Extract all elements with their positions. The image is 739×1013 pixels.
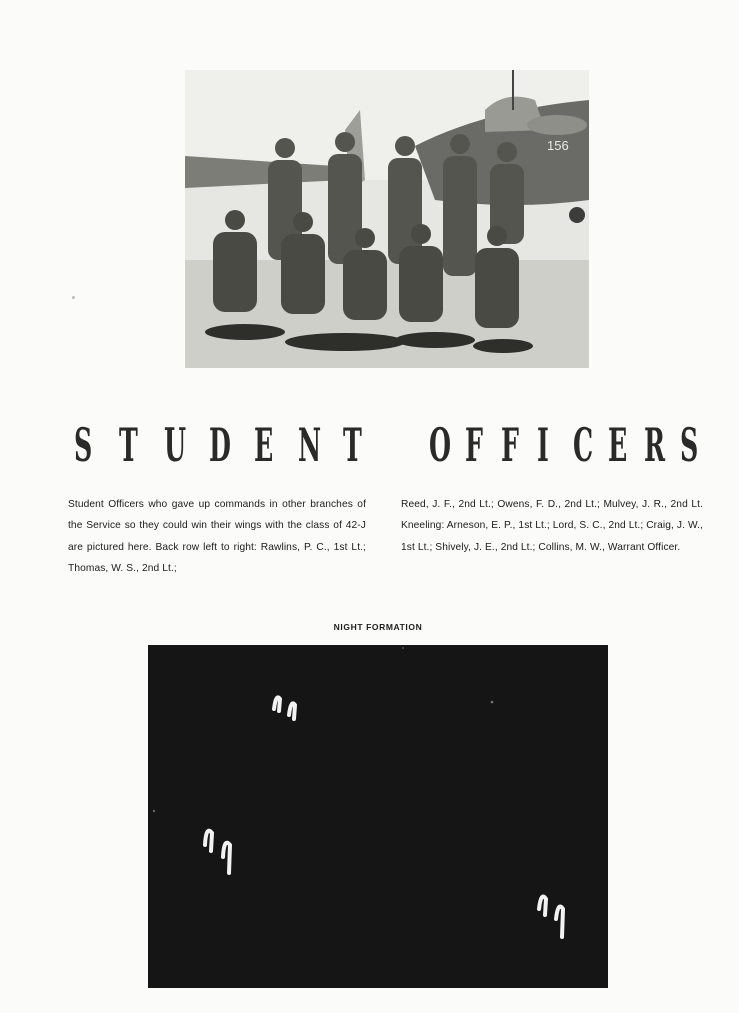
heading-letter: F (500, 418, 519, 472)
student-officers-photo (185, 70, 589, 368)
heading-letter: F (465, 418, 484, 472)
heading-letter: I (536, 418, 549, 472)
heading-letter: T (118, 418, 138, 472)
night-formation-illustration (148, 645, 608, 988)
heading-letter: E (253, 418, 273, 472)
body-text-right-column: Reed, J. F., 2nd Lt.; Owens, F. D., 2nd Lt.; Mulvey, J. R., 2nd Lt. Kneeling: Arneson, E. P., 1st Lt.; Lord, S. C., 2nd Lt.; Craig, J. W., 1st Lt.; Shively, J. E., 2nd Lt.; Collins, M. W., Warrant Officer. (401, 499, 703, 553)
heading-letter: E (608, 418, 628, 472)
heading-word-officers (429, 418, 714, 472)
group-photo-illustration (185, 70, 589, 368)
night-formation-caption: NIGHT FORMATION (333, 622, 423, 632)
heading-letter: S (679, 418, 699, 472)
night-formation-photo (148, 645, 608, 988)
heading-letter: U (163, 418, 186, 472)
aircraft-number: 156 (547, 138, 569, 153)
heading-letter: N (298, 418, 322, 472)
body-text-left-column: Student Officers who gave up commands in other branches of the Service so they could win their wings with the class of 42-J are pictured here. Back row left to right: Rawlins, P. C., 1st Lt.; Thomas, W. S., 2nd Lt.; (68, 499, 366, 574)
heading-letter: D (208, 418, 231, 472)
stray-dot (72, 296, 75, 299)
heading-letter: T (343, 418, 363, 472)
page-heading (74, 420, 714, 470)
heading-word-student (74, 418, 377, 472)
heading-letter: S (74, 418, 93, 472)
heading-letter: C (572, 418, 593, 472)
heading-letter: O (429, 418, 452, 472)
heading-letter: R (644, 418, 666, 472)
